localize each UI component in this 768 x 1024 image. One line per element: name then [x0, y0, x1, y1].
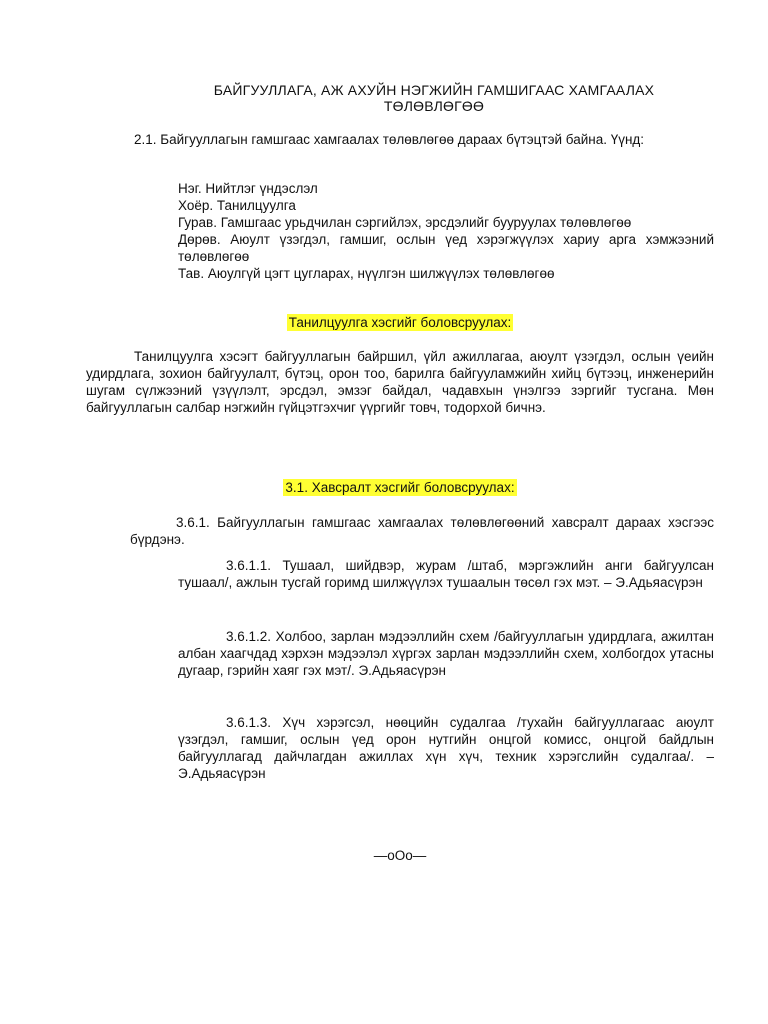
document-title	[150, 82, 718, 114]
list-item: Тав. Аюулгүй цэгт цугларах, нүүлгэн шилжүүлэх төлөвлөгөө	[178, 266, 555, 281]
intro-paragraph: 2.1. Байгууллагын гамшгаас хамгаалах төлөвлөгөө дараах бүтэцтэй байна. Үүнд:	[134, 132, 645, 147]
title-line-2: ТӨЛӨВЛӨГӨӨ	[383, 98, 485, 114]
annex-item-1: 3.6.1.1. Тушаал, шийдвэр, журам /штаб, мэргэжлийн анги байгуулсан тушаал/, ажлын тусгай горимд шилжүүлэх тушаалын төсөл гэх мэт. – Э.Адьяасүрэн	[178, 558, 714, 590]
list-item: Гурав. Гамшгаас урьдчилан сэргийлэх, эрсдэлийг бууруулах төлөвлөгөө	[178, 215, 632, 230]
highlighted-heading: Танилцуулга хэсгийг боловсруулах:	[288, 315, 512, 330]
list-item: Хоёр. Танилцуулга	[178, 198, 296, 213]
list-item: Нэг. Нийтлэг үндэслэл	[178, 181, 318, 196]
structure-list	[178, 180, 714, 282]
annex-item-2: 3.6.1.2. Холбоо, зарлан мэдээллийн схем /байгууллагын удирдлага, ажилтан албан хаагчдад хэрхэн мэдээлэл хүргэх зарлан мэдээллийн схем, холбогдох утасны дугаар, гэрийн хаяг гэх мэт/. Э.Адьяасүрэн	[178, 629, 714, 678]
section-annex-heading	[86, 479, 714, 496]
highlighted-heading: 3.1. Хавсралт хэсгийг боловсруулах:	[285, 480, 515, 495]
section-intro-body: Танилцуулга хэсэгт байгууллагын байршил, үйл ажиллагаа, аюулт үзэгдэл, ослын үеийн удирдлага, зохион байгуулалт, бүтэц, орон тоо, барилга байгууламжийн хийц бүтээц, инженерийн шугам сүлжээний үзүүлэлт, эрсдэл, эмзэг байдал, чадавхын үнэлгээ зэргийг тусгана. Мөн байгууллагын салбар нэгжийн гүйцэтгэхчиг үүргийг товч, тодорхой бичнэ.	[86, 349, 714, 415]
title-line-1: БАЙГУУЛЛАГА, АЖ АХУЙН НЭГЖИЙН ГАМШИГААС ХАМГААЛАХ	[213, 82, 655, 98]
annex-lead-paragraph: 3.6.1. Байгууллагын гамшгаас хамгаалах төлөвлөгөөний хавсралт дараах хэсгээс бүрдэнэ.	[130, 515, 714, 547]
section-intro-heading	[86, 314, 714, 331]
annex-item-3: 3.6.1.3. Хүч хэрэгсэл, нөөцийн судалгаа /тухайн байгууллагаас аюулт үзэгдэл, гамшиг, ослын үед орон нутгийн онцгой комисс, онцгой байдлын байгууллагад дайчлагдан ажиллах хүн хүч, техник хэрэгслийн судалгаа/. – Э.Адьяасүрэн	[178, 715, 714, 781]
list-item: Дөрөв. Аюулт үзэгдэл, гамшиг, ослын үед хэрэгжүүлэх хариу арга хэмжээний төлөвлөгөө	[178, 232, 714, 264]
end-mark: —oOo—	[373, 848, 427, 863]
